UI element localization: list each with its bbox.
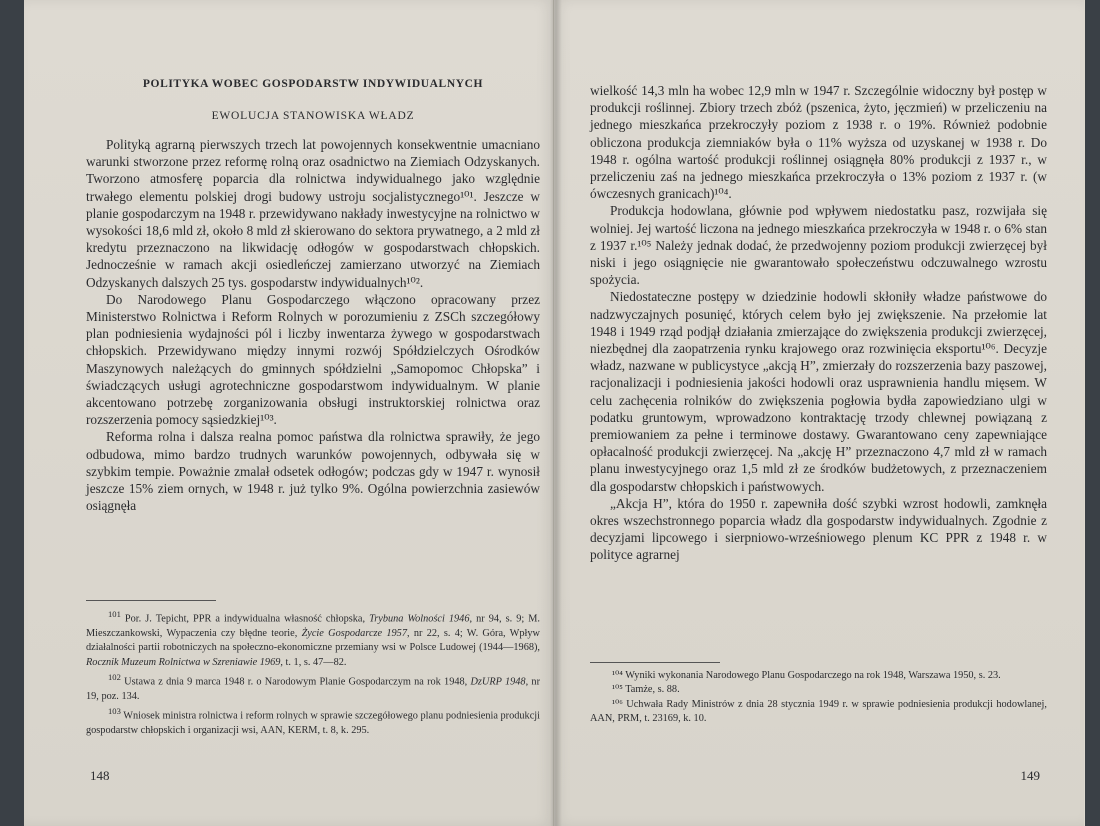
footnote-103: [86, 704, 540, 738]
footnote-number: 103: [108, 706, 121, 717]
section-subheading: EWOLUCJA STANOWISKA WŁADZ: [211, 110, 415, 122]
paragraph: Reforma rolna i dalsza realna pomoc państwa dla rolnictwa sprawiły, że jego odbudowa, mimo bardzo trudnych warunków powojennych, odbywała się w szybkim tempie. Poważnie zmalał odsetek odłogów; podczas gdy w 1947 r. wynosił jeszcze 15% ziem ornych, w 1948 r. już tylko 9%. Ogólna powierzchnia zasiewów osiągnęła: [86, 429, 540, 514]
footnote-title: Życie Gospodarcze 1957: [301, 627, 407, 639]
footnote-title: Trybuna Wolności 1946: [369, 613, 470, 625]
footnote-106: ¹⁰⁶ Uchwała Rady Ministrów z dnia 28 stycznia 1949 r. w sprawie podniesienia produkcji hodowlanej, AAN, PRM, t. 23169, k. 10.: [590, 698, 1047, 725]
footnote-title: DzURP 1948: [470, 676, 526, 688]
footnote-number: 101: [108, 609, 121, 619]
footnote-text: , t. 1, s. 47—82.: [280, 656, 347, 668]
footnote-number: 102: [108, 672, 121, 683]
book-spread: [24, 0, 1085, 826]
footnote-text: Wniosek ministra rolnictwa i reform rolnych w sprawie szczegółowego planu podniesienia produkcji gospodarstw chłopskich i organizacji wsi, AAN, KERM, t. 8, k. 295.: [86, 710, 540, 737]
paragraph: wielkość 14,3 mln ha wobec 12,9 mln w 1947 r. Szczególnie widoczny był postęp w produkcji roślinnej. Zbiory trzech zbóż (pszenica, żyto, jęczmień) w przeliczeniu na jednego mieszkańca przekroczyły poziom z 1938 r. o 19%. Również podobnie obliczona produkcja ziemniaków była o 11% wyższa od uzyskanej w 1938 r. Do 1948 r. ogólna wartość produkcji roślinnej osiągnęła 80% produkcji z 1937 r., w przeliczeniu zaś na jednego mieszkańca przekroczyła o 13% poziom z 1937 r. (w ówczesnych granicach)¹⁰⁴.: [590, 83, 1047, 202]
footnote-101: [86, 607, 540, 670]
footnote-text: , nr 22, s. 4; W. Góra, Wpływ działalności partii robotniczych na społeczno-ekonomiczne przemiany wsi w Polsce Ludowej (1944—1968),: [86, 627, 540, 654]
paragraph: „Akcja H”, która do 1950 r. zapewniła dość szybki wzrost hodowli, zamknęła okres wszechstronnego poparcia władz dla gospodarstw indywidualnych. Zgodnie z decyzjami lipcowego i sierpniowo-wrześniowego plenum KC PPR z 1948 r. w polityce agrarnej: [590, 495, 1047, 563]
footnote-104: ¹⁰⁴ Wyniki wykonania Narodowego Planu Gospodarczego na rok 1948, Warszawa 1950, s. 23.: [612, 670, 1001, 681]
footnote-rule: [86, 600, 216, 601]
left-page: [24, 0, 554, 826]
book-gutter: [550, 0, 562, 826]
footnote-text: , nr 94, s. 9; M. Mieszczankowski, Wypaczenia czy błędne teorie,: [86, 613, 540, 639]
paragraph: Produkcja hodowlana, głównie pod wpływem niedostatku pasz, rozwijała się wolniej. Jej wartość liczona na jednego mieszkańca przekroczyła w 1948 r. o 6% stan z 1937 r.¹⁰⁵ Należy jednak dodać, że przedwojenny poziom produkcji zwierzęcej był niski i jego osiągnięcie nie gwarantowało społeczeństwu odczuwalnego wzrostu spożycia.: [590, 203, 1047, 288]
right-text-column: [590, 82, 1047, 564]
footnote-title: Rocznik Muzeum Rolnictwa w Szreniawie 1969: [86, 656, 281, 668]
footnote-text: , nr 19, poz. 134.: [86, 676, 540, 702]
chapter-heading: POLITYKA WOBEC GOSPODARSTW INDYWIDUALNYCH: [142, 78, 484, 90]
footnote-text: Ustawa z dnia 9 marca 1948 r. o Narodowym Planie Gospodarczym na rok 1948,: [124, 676, 471, 688]
page-number: 149: [1020, 768, 1040, 783]
paragraph: Do Narodowego Planu Gospodarczego włączono opracowany przez Ministerstwo Rolnictwa i Reform Rolnych w porozumieniu z ZSCh szczegółowy plan podniesienia wydajności pól i liczby inwentarza żywego w gospodarstwach chłopskich. Przewidywano między innymi rozwój Spółdzielczych Ośrodków Maszynowych należących do gminnych spółdzielni „Samopomoc Chłopska” i świadczących usługi agrotechniczne gospodarstwom indywidualnym. W planie akcentowano potrzebę zorganizowania obsługi instruktorskiej rolnictwa oraz rozszerzenia pomocy sąsiedzkiej¹⁰³.: [86, 291, 540, 428]
footnote-rule: [590, 662, 720, 663]
left-text-column: [86, 72, 540, 514]
footnote-102: [86, 670, 540, 704]
paragraph: Niedostateczne postępy w dziedzinie hodowli skłoniły władze państwowe do nadzwyczajnych posunięć, których celem było jej zwiększenie. Na przełomie lat 1948 i 1949 rząd podjął działania zmierzające do zwiększenia produkcji zwierzęcej, niezbędnej dla zaopatrzenia rynku krajowego oraz rozwinięcia eksportu¹⁰⁶. Decyzje władz, nazwane w publicystyce „akcją H”, zmierzały do rozszerzenia bazy paszowej, racjonalizacji i podniesienia jakości hodowli oraz usprawnienia handlu mięsem. W celu zachęcenia rolników do zwiększenia pogłowia bydła zapowiedziano ulgi w podatku gruntowym, wprowadzono kontraktację trzody chlewnej powiązaną z premiowaniem za pełne i terminowe dostawy. Gwarantowano ceny zapewniające opłacalność produkcji zwierzęcej. Na „akcję H” przeznaczono 4,7 mld zł w ramach planu inwestycyjnego oraz 1,5 mld zł ze środków budżetowych, z przeznaczeniem dla gospodarstw chłopskich i państwowych.: [590, 289, 1047, 494]
page-number: 148: [90, 768, 110, 783]
footnote-105: ¹⁰⁵ Tamże, s. 88.: [612, 684, 680, 696]
paragraph: Polityką agrarną pierwszych trzech lat powojennych konsekwentnie umacniano warunki stworzone przez reformę rolną oraz osadnictwo na Ziemiach Odzyskanych. Tworzono atmosferę poparcia dla rolnictwa indywidualnego jako względnie trwałego elementu polskiej drogi budowy ustroju socjalistycznego¹⁰¹. Jeszcze w planie gospodarczym na 1948 r. przewidywano nakłady inwestycyjne na rolnictwo w wysokości 18,6 mld zł, około 8 mld zł skierowano do sektora prywatnego, a 2 mld zł kredytu przeznaczono na likwidację odłogów w gospodarstwach chłopskich. Jednocześnie w ramach akcji osiedleńczej zamierzano utworzyć na Ziemiach Odzyskanych dalszych 25 tys. gospodarstw indywidualnych¹⁰².: [86, 137, 540, 290]
footnote-text: Por. J. Tepicht, PPR a indywidualna własność chłopska,: [124, 613, 370, 625]
left-footnotes: [86, 600, 540, 739]
right-footnotes: [590, 662, 1047, 727]
right-page: [554, 0, 1084, 826]
